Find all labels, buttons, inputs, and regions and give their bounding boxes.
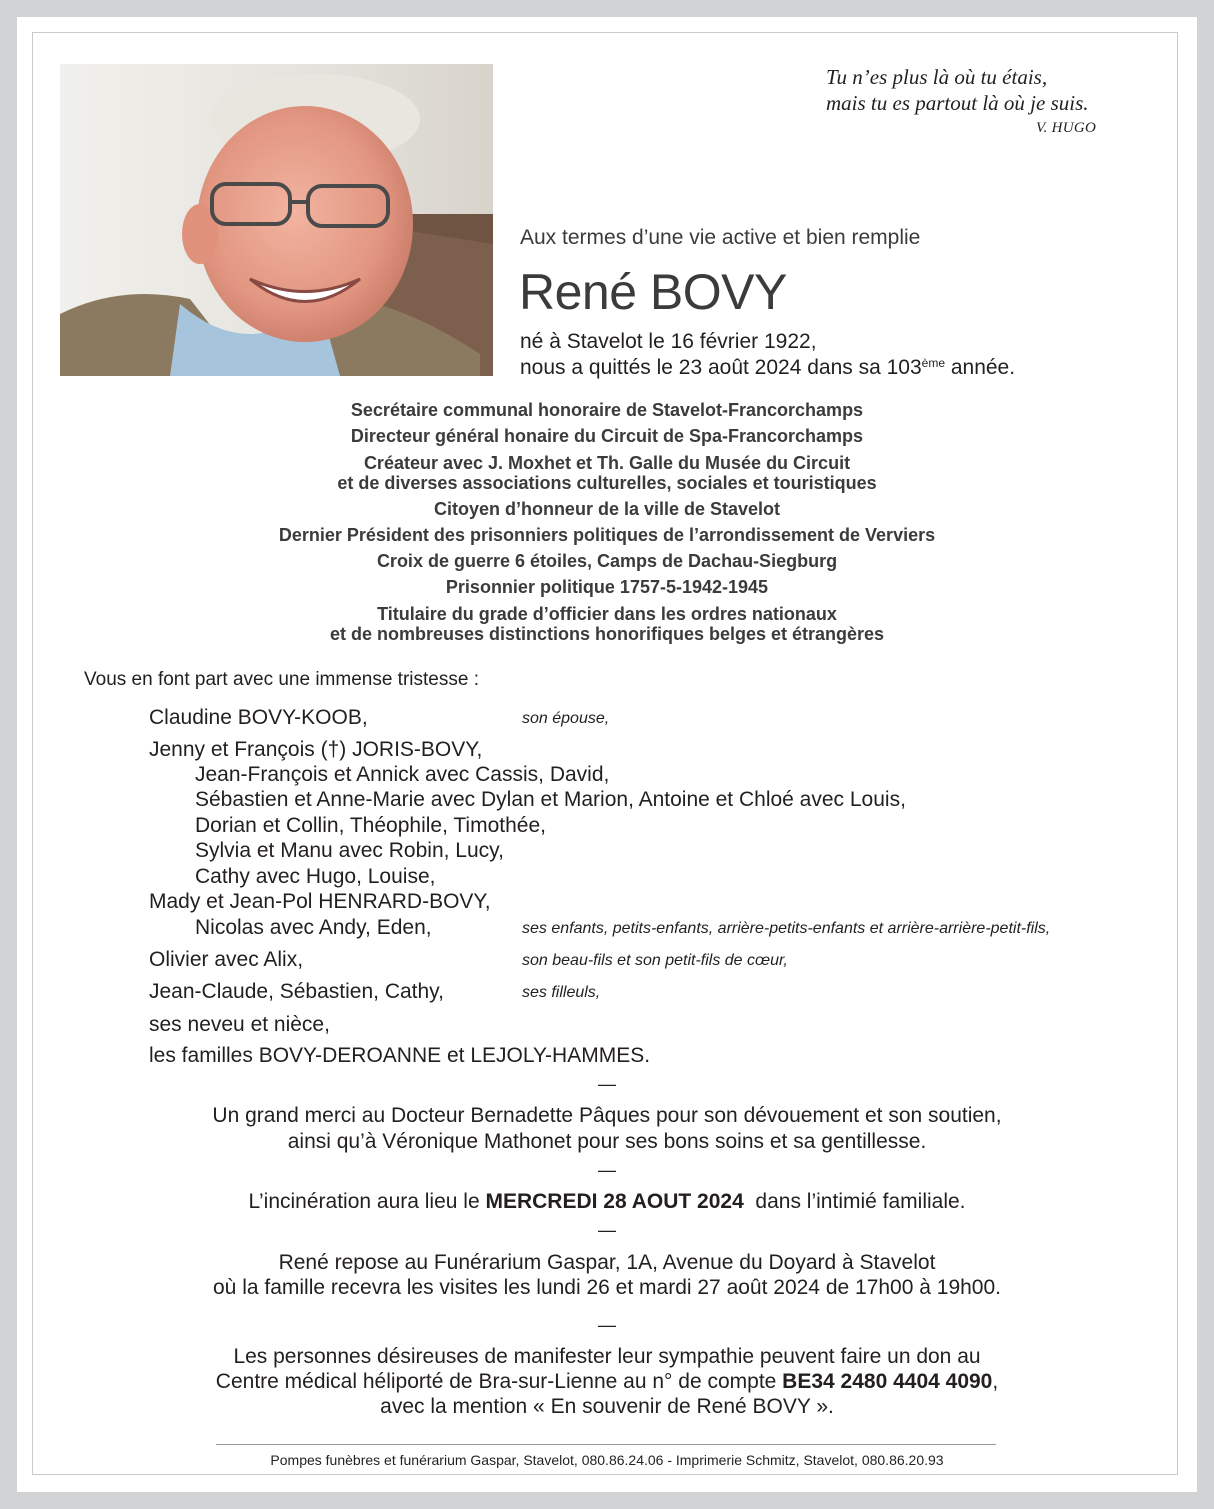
ordinal-suffix: ème — [921, 356, 945, 370]
footer-divider — [216, 1444, 996, 1445]
death-line — [520, 356, 1015, 380]
bank-account: BE34 2480 4404 4090 — [782, 1370, 993, 1393]
cremation-text-end: dans l’intimié familiale. — [743, 1190, 966, 1213]
title-line: et de nombreuses distinctions honorifiques belges et étrangères — [329, 624, 885, 644]
footer-credits: Pompes funèbres et funérarium Gaspar, Stavelot, 080.86.24.06 - Imprimerie Schmitz, Stavelot, 080.86.20.93 — [270, 1452, 944, 1468]
announcement-line: Vous en font part avec une immense tristesse : — [84, 669, 479, 690]
family-member: Jean-François et Annick avec Cassis, David, — [195, 763, 610, 786]
cremation-date: MERCREDI 28 AOUT 2024 — [485, 1190, 744, 1213]
relation-label: ses enfants, petits-enfants, arrière-petits-enfants et arrière-arrière-petit-fils, — [522, 920, 1051, 937]
relation-label: son épouse, — [522, 710, 610, 727]
family-member: Sylvia et Manu avec Robin, Lucy, — [195, 839, 504, 862]
donation-line-2 — [0, 1370, 1214, 1394]
cremation-text: L’incinération aura lieu le — [248, 1190, 486, 1213]
donation-line-3: avec la mention « En souvenir de René BOVY ». — [380, 1395, 834, 1418]
cremation-line — [0, 1190, 1214, 1214]
separator-dash: — — [598, 1315, 616, 1335]
family-member: Cathy avec Hugo, Louise, — [195, 865, 436, 888]
title-line: Créateur avec J. Moxhet et Th. Galle du Musée du Circuit — [363, 453, 851, 473]
title-line: et de diverses associations culturelles, sociales et touristiques — [337, 473, 877, 493]
death-line-end: année. — [945, 356, 1016, 379]
family-member: ses neveu et nièce, — [149, 1013, 330, 1036]
birth-line: né à Stavelot le 16 février 1922, — [520, 330, 817, 353]
family-member: Claudine BOVY-KOOB, — [149, 706, 368, 729]
family-member: Jean-Claude, Sébastien, Cathy, — [149, 980, 444, 1003]
donation-line-1: Les personnes désireuses de manifester leur sympathie peuvent faire un don au — [233, 1345, 981, 1368]
visit-line-1: René repose au Funérarium Gaspar, 1A, Avenue du Doyard à Stavelot — [278, 1251, 936, 1274]
family-member: Jenny et François (†) JORIS-BOVY, — [149, 738, 483, 761]
donation-text: Centre médical héliporté de Bra-sur-Lienne au n° de compte — [215, 1370, 783, 1393]
quote-author: V. HUGO — [1036, 120, 1097, 136]
title-line: Croix de guerre 6 étoiles, Camps de Dachau-Siegburg — [376, 551, 838, 571]
family-member: Nicolas avec Andy, Eden, — [195, 916, 432, 939]
portrait-photo — [60, 64, 493, 376]
donation-text-end: , — [992, 1370, 999, 1393]
separator-dash: — — [598, 1220, 616, 1240]
title-line: Titulaire du grade d’officier dans les ordres nationaux — [377, 604, 837, 624]
family-member: Olivier avec Alix, — [149, 948, 304, 971]
title-line: Dernier Président des prisonniers politiques de l’arrondissement de Verviers — [278, 525, 936, 545]
title-line: Directeur général honaire du Circuit de Spa-Francorchamps — [350, 426, 864, 446]
separator-dash: — — [598, 1160, 616, 1180]
thanks-line-2: ainsi qu’à Véronique Mathonet pour ses bons soins et sa gentillesse. — [287, 1130, 927, 1153]
title-line: Secrétaire communal honoraire de Stavelot-Francorchamps — [350, 400, 864, 420]
deceased-name: René BOVY — [519, 264, 787, 320]
intro-text: Aux termes d’une vie active et bien remplie — [520, 226, 921, 249]
quote-line-1: Tu n’es plus là où tu étais, — [826, 65, 1048, 89]
relation-label: ses filleuls, — [522, 984, 601, 1001]
family-member: Mady et Jean-Pol HENRARD-BOVY, — [149, 890, 491, 913]
title-line: Prisonnier politique 1757-5-1942-1945 — [445, 577, 769, 597]
family-member: Sébastien et Anne-Marie avec Dylan et Marion, Antoine et Chloé avec Louis, — [195, 788, 906, 811]
epigraph-quote — [826, 64, 1089, 116]
quote-line-2: mais tu es partout là où je suis. — [826, 91, 1089, 115]
separator-dash: — — [598, 1074, 616, 1094]
thanks-line-1: Un grand merci au Docteur Bernadette Pâques pour son dévouement et son soutien, — [212, 1104, 1002, 1127]
family-member: les familles BOVY-DEROANNE et LEJOLY-HAMMES. — [149, 1044, 651, 1067]
title-line: Citoyen d’honneur de la ville de Stavelot — [433, 499, 781, 519]
visit-line-2: où la famille recevra les visites les lundi 26 et mardi 27 août 2024 de 17h00 à 19h00. — [213, 1276, 1001, 1299]
death-line-text: nous a quittés le 23 août 2024 dans sa 103 — [520, 356, 922, 379]
family-member: Dorian et Collin, Théophile, Timothée, — [195, 814, 546, 837]
relation-label: son beau-fils et son petit-fils de cœur, — [522, 952, 788, 969]
